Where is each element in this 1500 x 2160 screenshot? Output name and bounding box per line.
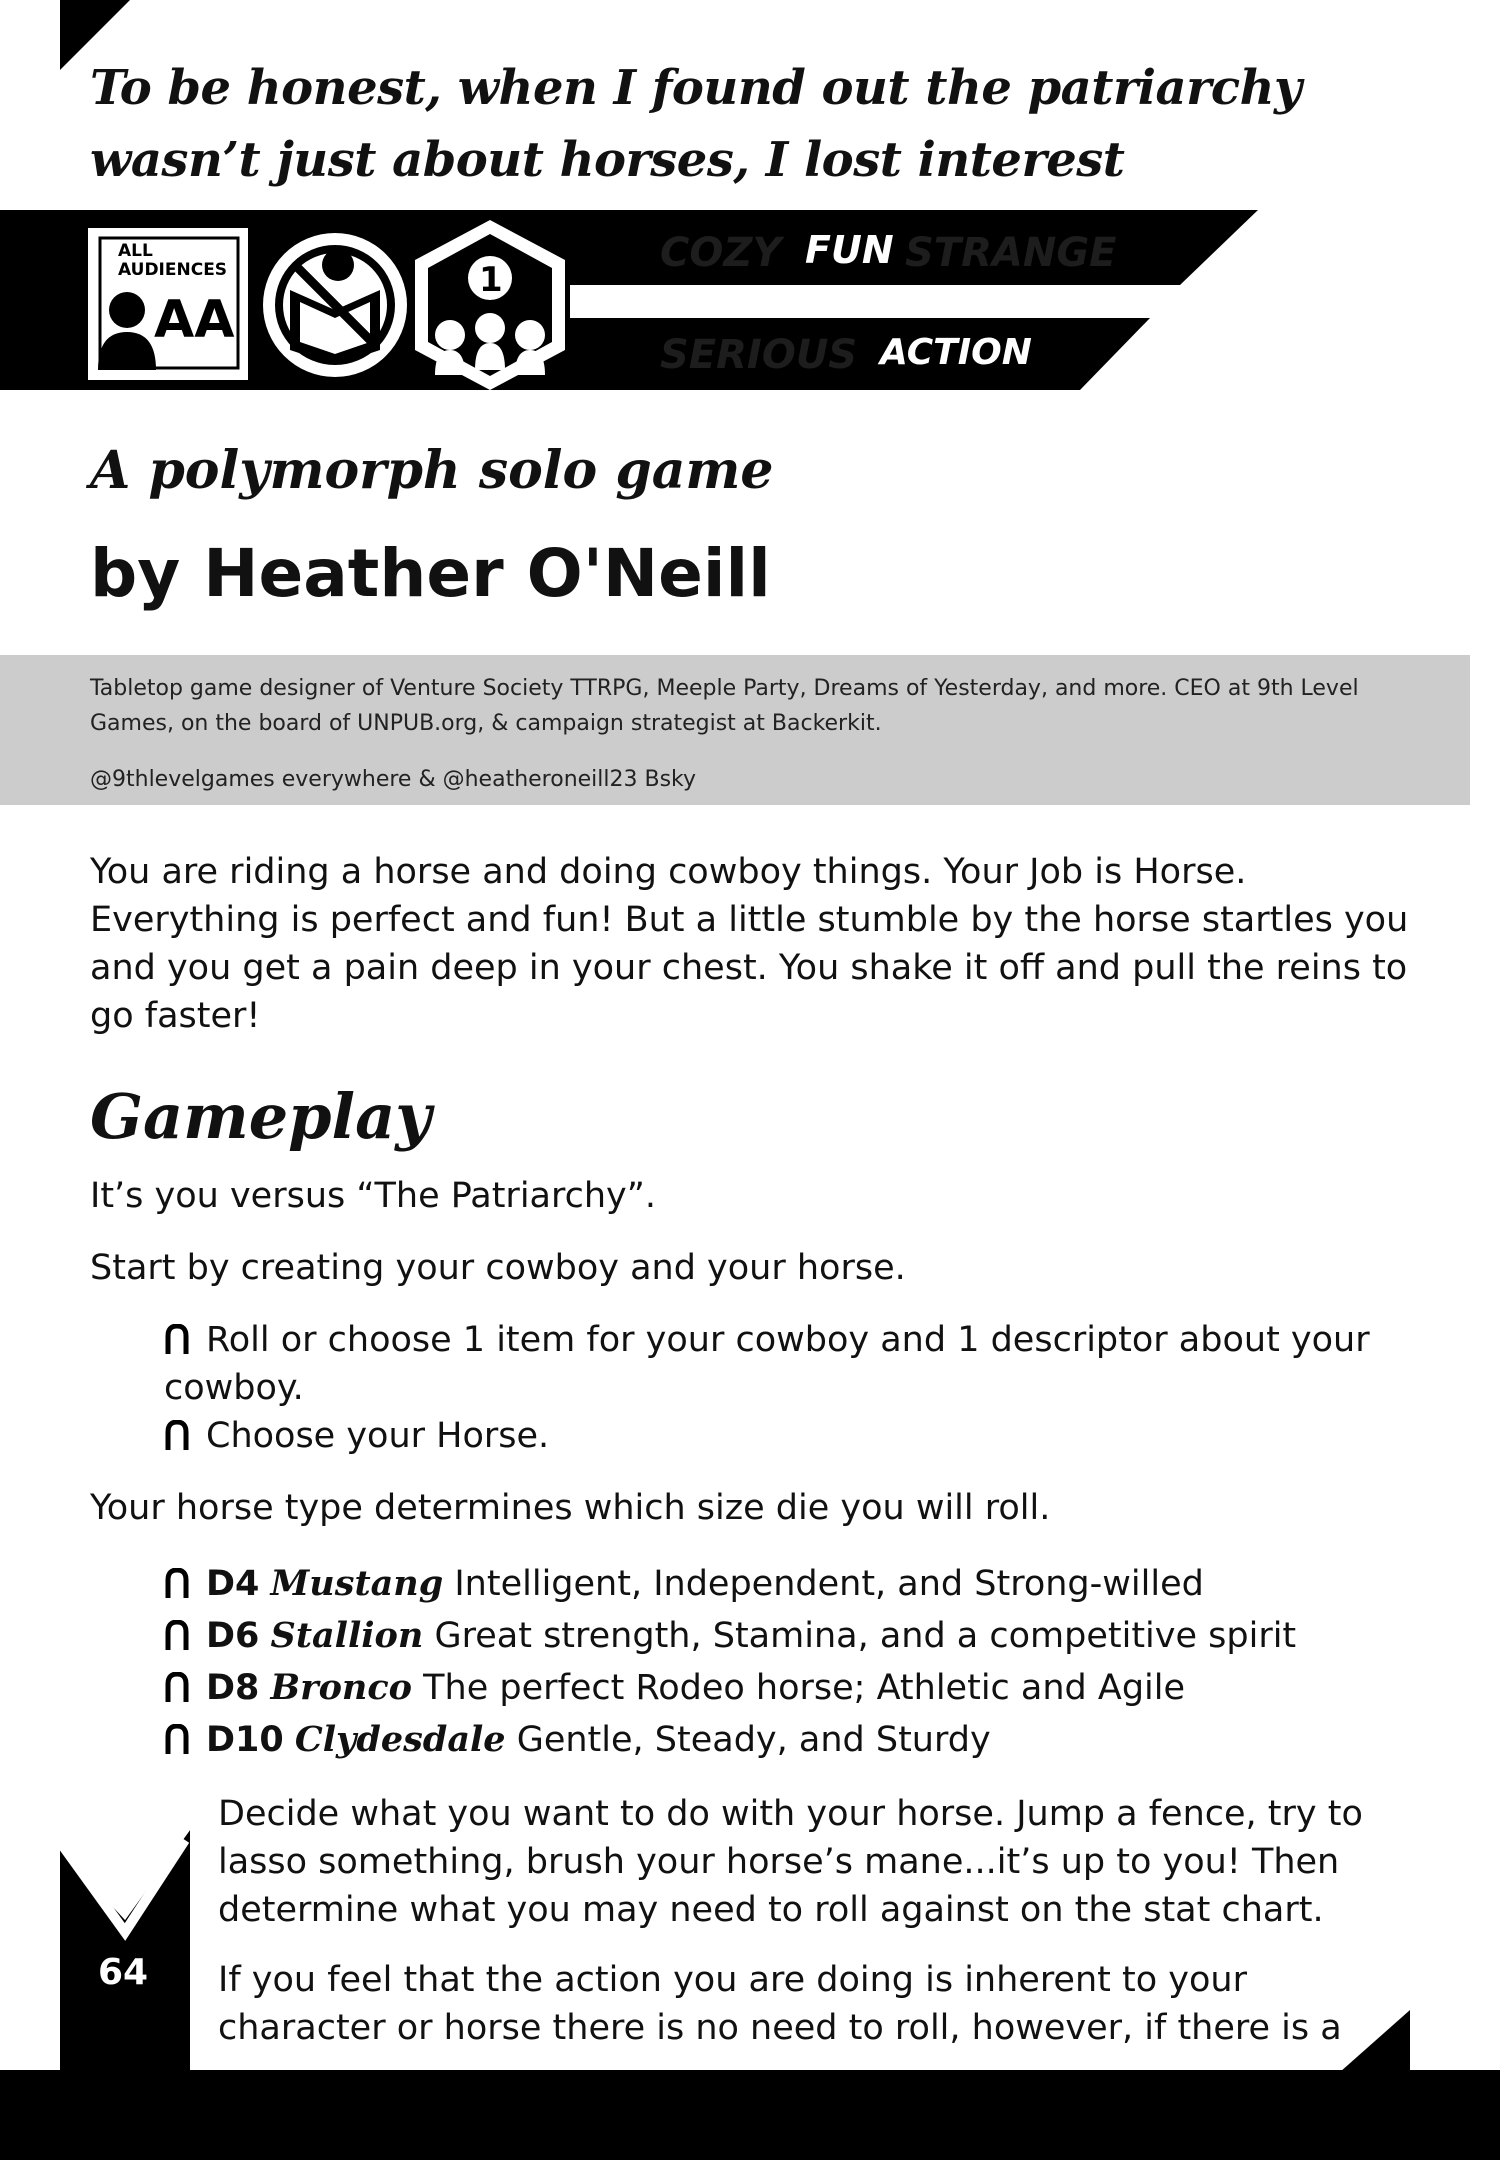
gameplay-paragraph: Start by creating your cowboy and your horse. <box>90 1248 906 1288</box>
list-item-text: Choose your Horse. <box>206 1416 550 1456</box>
horseshoe-icon <box>164 1672 190 1702</box>
gameplay-paragraph: It’s you versus “The Patriarchy”. <box>90 1176 657 1216</box>
horse-name: Stallion <box>270 1615 424 1656</box>
tone-strange: STRANGE <box>905 230 1117 276</box>
game-info-banner <box>0 210 1500 390</box>
horse-name: Clydesdale <box>294 1719 506 1760</box>
author-bio-box <box>0 655 1470 805</box>
gameplay-heading: Gameplay <box>90 1080 432 1153</box>
list-item <box>164 1316 1414 1412</box>
tone-serious: SERIOUS <box>660 332 858 378</box>
gameplay-paragraph: Your horse type determines which size die you will roll. <box>90 1488 1051 1528</box>
horse-description: Gentle, Steady, and Sturdy <box>516 1720 991 1760</box>
list-item-text: Roll or choose 1 item for your cowboy and 1 descriptor about your cowboy. <box>164 1320 1370 1408</box>
author-handles: @9thlevelgames everywhere & @heatheroneill23 Bsky <box>90 767 697 792</box>
list-item <box>164 1412 549 1460</box>
horse-type-item <box>164 1664 1185 1712</box>
gameplay-paragraph: If you feel that the action you are doing is inherent to your character or horse there is no need to roll, however, if there is a <box>218 1960 1342 2048</box>
horseshoe-icon <box>164 1568 190 1598</box>
horseshoe-icon <box>164 1420 190 1450</box>
game-subtitle: A polymorph solo game <box>90 440 774 501</box>
horse-description: The perfect Rodeo horse; Athletic and Agile <box>423 1668 1186 1708</box>
author-heading: by Heather O'Neill <box>90 535 771 612</box>
corner-ornament <box>1340 2010 1410 2072</box>
audience-label: ALL AUDIENCES <box>118 241 228 280</box>
horseshoe-icon <box>164 1620 190 1650</box>
tone-fun: FUN <box>805 228 894 272</box>
page-number: 64 <box>98 1952 149 1993</box>
horse-die: D8 <box>206 1668 260 1708</box>
horseshoe-icon <box>164 1324 190 1354</box>
horseshoe-icon <box>164 1724 190 1754</box>
horse-name: Bronco <box>270 1667 413 1708</box>
intro-paragraph: You are riding a horse and doing cowboy things. Your Job is Horse. Everything is perfect and fun! But a little stumble by the horse startles you and you get a pain deep in your chest. You shake it off and pull the reins to go faster! <box>90 852 1409 1036</box>
horse-die: D6 <box>206 1616 260 1656</box>
tone-cozy: COZY <box>660 230 782 276</box>
horse-description: Intelligent, Independent, and Strong-willed <box>454 1564 1204 1604</box>
horse-description: Great strength, Stamina, and a competitive spirit <box>434 1616 1297 1656</box>
tone-action: ACTION <box>880 332 1032 373</box>
horse-type-item <box>164 1716 991 1764</box>
player-count: 1 <box>479 260 503 300</box>
horse-type-item <box>164 1612 1296 1660</box>
footer-bar <box>0 2070 1500 2160</box>
horse-die: D4 <box>206 1564 260 1604</box>
no-reading-icon <box>263 233 407 377</box>
author-bio: Tabletop game designer of Venture Society TTRPG, Meeple Party, Dreams of Yesterday, and more. CEO at 9th Level Games, on the board of UNPUB.org, & campaign strategist at Backerkit. <box>90 676 1359 736</box>
gameplay-paragraph: Decide what you want to do with your horse. Jump a fence, try to lasso something, brush your horse’s mane...it’s up to you! Then determine what you may need to roll against on the stat chart. <box>218 1794 1363 1930</box>
horse-type-item <box>164 1560 1204 1608</box>
audience-code: AA <box>154 290 235 350</box>
horse-die: D10 <box>206 1720 284 1760</box>
horse-name: Mustang <box>270 1563 444 1604</box>
epigraph-quote: To be honest, when I found out the patriarchy wasn’t just about horses, I lost interest <box>90 60 1302 188</box>
